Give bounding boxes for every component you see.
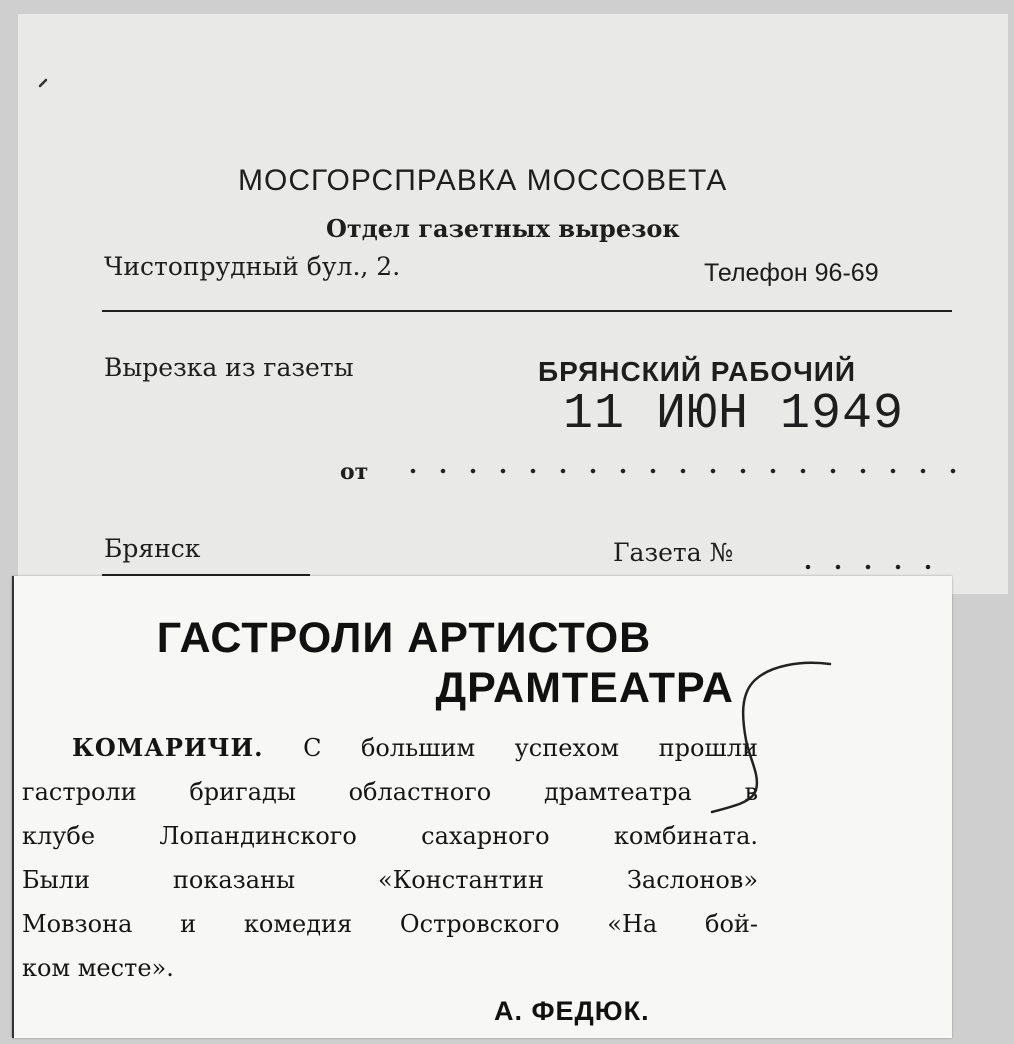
- reference-form: [18, 14, 1008, 594]
- article-author: А. ФЕДЮК.: [494, 996, 650, 1026]
- headline-line-1: ГАСТРОЛИ АРТИСТОВ: [156, 614, 652, 662]
- agency-address: Чистопрудный бул., 2.: [104, 252, 401, 281]
- newspaper-city: Брянск: [104, 534, 201, 563]
- headline-line-2: ДРАМТЕАТРА: [435, 664, 734, 712]
- newspaper-name: БРЯНСКИЙ РАБОЧИЙ: [538, 356, 857, 387]
- issue-dotted-line: [793, 562, 943, 572]
- issue-number-label: Газета №: [613, 538, 734, 567]
- agency-phone: Телефон 96-69: [704, 259, 879, 287]
- article-line: Были показаны «Константин Заслонов»: [22, 866, 758, 894]
- article-line: гастроли бригады областного драмтеатра в: [22, 778, 758, 806]
- date-from-label: от: [340, 459, 369, 485]
- article-line-text: С большим успехом прошли: [303, 734, 758, 762]
- clipping-source-label: Вырезка из газеты: [104, 353, 354, 382]
- date-dotted-line: [398, 466, 958, 476]
- agency-name: МОСГОРСПРАВКА МОССОВЕТА: [238, 164, 728, 197]
- article-line: ком месте».: [22, 954, 174, 982]
- header-rule: [102, 310, 952, 312]
- article-place: КОМАРИЧИ.: [72, 733, 264, 762]
- article-line: Мовзона и комедия Островского «На бой-: [22, 910, 758, 938]
- article-line: клубе Лопандинского сахарного комбината.: [22, 822, 758, 850]
- article-body: [22, 726, 758, 990]
- department-name: Отдел газетных вырезок: [326, 214, 680, 243]
- newspaper-clipping: [12, 576, 952, 1038]
- article-line: [22, 726, 758, 770]
- date-stamp: 11 ИЮН 1949: [563, 386, 905, 443]
